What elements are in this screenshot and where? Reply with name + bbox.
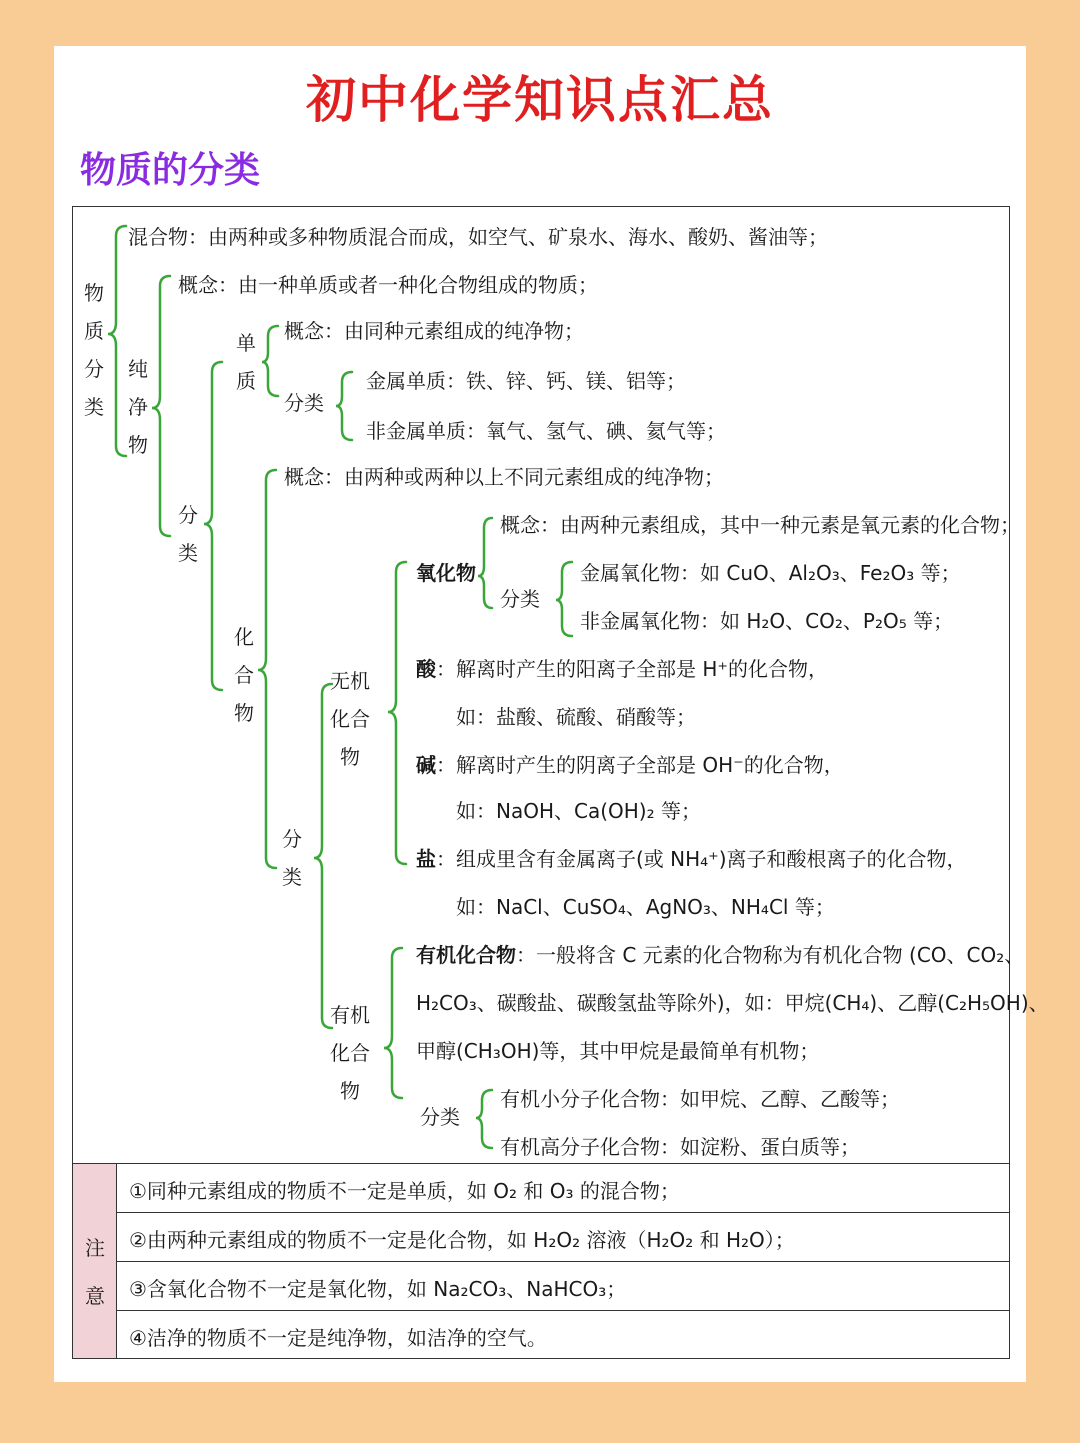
note-text: ②由两种元素组成的物质不一定是化合物，如 H₂O₂ 溶液（H₂O₂ 和 H₂O）； xyxy=(129,1228,795,1252)
page-title: 初中化学知识点汇总 xyxy=(306,71,774,129)
organic-heading: 有机化合物 xyxy=(416,943,516,967)
note-row xyxy=(117,1164,1009,1213)
acid-label: 酸 xyxy=(416,657,436,681)
metal-elemental: 金属单质：铁、锌、钙、镁、铝等； xyxy=(366,369,686,393)
salt-definition: ：组成里含有金属离子(或 NH₄⁺)离子和酸根离子的化合物， xyxy=(436,847,967,871)
salt-label: 盐 xyxy=(416,847,436,871)
organic-label: 有机化合物 xyxy=(330,1003,370,1103)
compound-label: 化合物 xyxy=(234,625,254,725)
elemental-label: 单质 xyxy=(236,331,256,393)
organic-line-2: H₂CO₃、碳酸盐、碳酸氢盐等除外)，如：甲烷(CH₄)、乙醇(C₂H₅OH)、 xyxy=(416,991,1049,1015)
nonmetal-elemental: 非金属单质：氧气、氢气、碘、氦气等； xyxy=(366,419,726,443)
note-text: ③含氧化合物不一定是氧化物，如 Na₂CO₃、NaHCO₃； xyxy=(129,1277,627,1301)
note-text: ①同种元素组成的物质不一定是单质，如 O₂ 和 O₃ 的混合物； xyxy=(129,1179,680,1203)
elemental-class-label: 分类 xyxy=(284,391,324,415)
note-row xyxy=(117,1311,1009,1360)
salt-examples: 如：NaCl、CuSO₄、AgNO₃、NH₄Cl 等； xyxy=(456,895,835,919)
base-label: 碱 xyxy=(416,753,436,777)
acid-examples: 如：盐酸、硫酸、硝酸等； xyxy=(456,705,696,729)
pure-label: 纯净物 xyxy=(128,357,148,457)
inorganic-label: 无机化合物 xyxy=(330,669,370,769)
compound-concept: 概念：由两种或两种以上不同元素组成的纯净物； xyxy=(284,465,724,489)
acid-definition: ：解离时产生的阳离子全部是 H⁺的化合物， xyxy=(436,657,828,681)
root-label: 物质分类 xyxy=(84,281,104,419)
oxide-label: 氧化物 xyxy=(416,561,476,585)
notes-label-cell xyxy=(73,1164,117,1358)
notes-label-1: 注 xyxy=(85,1236,105,1260)
organic-large: 有机高分子化合物：如淀粉、蛋白质等； xyxy=(500,1135,860,1159)
mixture-line: 混合物：由两种或多种物质混合而成，如空气、矿泉水、海水、酸奶、酱油等； xyxy=(128,225,828,249)
base-definition: ：解离时产生的阴离子全部是 OH⁻的化合物， xyxy=(436,753,844,777)
oxide-concept: 概念：由两种元素组成，其中一种元素是氧元素的化合物； xyxy=(500,513,1020,537)
elemental-concept: 概念：由同种元素组成的纯净物； xyxy=(284,319,584,343)
organic-small: 有机小分子化合物：如甲烷、乙醇、乙酸等； xyxy=(500,1087,900,1111)
pure-concept: 概念：由一种单质或者一种化合物组成的物质； xyxy=(178,273,598,297)
notes-label-2: 意 xyxy=(85,1284,105,1308)
organic-class-label: 分类 xyxy=(420,1105,460,1129)
compound-class-label: 分类 xyxy=(282,827,302,889)
note-row xyxy=(117,1262,1009,1311)
note-row xyxy=(117,1213,1009,1262)
base-examples: 如：NaOH、Ca(OH)₂ 等； xyxy=(456,799,701,823)
oxide-class-label: 分类 xyxy=(500,587,540,611)
notes-table xyxy=(72,1163,1010,1359)
note-text: ④洁净的物质不一定是纯净物，如洁净的空气。 xyxy=(129,1326,547,1350)
pure-class-label: 分类 xyxy=(178,503,198,565)
organic-line-1: ：一般将含 C 元素的化合物称为有机化合物 (CO、CO₂、 xyxy=(516,943,1025,967)
section-title: 物质的分类 xyxy=(80,150,261,191)
metal-oxide: 金属氧化物：如 CuO、Al₂O₃、Fe₂O₃ 等； xyxy=(580,561,961,585)
classification-tree xyxy=(72,206,1010,1164)
organic-line-3: 甲醇(CH₃OH)等，其中甲烷是最简单有机物； xyxy=(416,1039,820,1063)
nonmetal-oxide: 非金属氧化物：如 H₂O、CO₂、P₂O₅ 等； xyxy=(580,609,954,633)
